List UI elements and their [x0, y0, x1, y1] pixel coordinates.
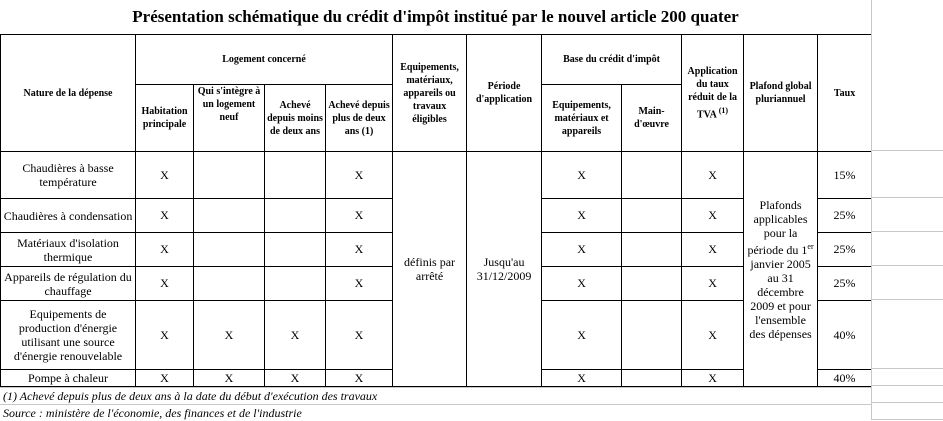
header-tva-note: (1) [718, 105, 729, 115]
header-habitation: Habitation principale [136, 85, 194, 152]
cell-plus-deux-ans: X [326, 199, 393, 233]
plafond-text-post: janvier 2005 au 31 décembre 2009 et pour l'ensemble des dépenses [749, 256, 812, 341]
merged-plafond [744, 152, 818, 387]
header-logement-neuf-text: Qui s'intègre à un logement neuf [197, 86, 261, 123]
header-logement-neuf [194, 85, 265, 152]
credit-impot-table [0, 34, 872, 387]
footnote: (1) Achevé depuis plus de deux ans à la date du début d'exécution des travaux [0, 387, 871, 404]
merged-equipements: définis par arrêté [393, 152, 467, 387]
cell-taux: 25% [818, 267, 872, 301]
cell-habitation: X [136, 233, 194, 267]
cell-habitation: X [136, 370, 194, 387]
cell-base-equipements: X [542, 301, 622, 370]
cell-main-oeuvre [622, 267, 682, 301]
header-base-group: Base du crédit d'impôt [542, 35, 682, 85]
row-nature: Chaudières à condensation [1, 199, 136, 233]
header-main-oeuvre: Main-d'œuvre [622, 85, 682, 152]
cell-moins-deux-ans [265, 152, 326, 199]
header-tva [682, 35, 744, 152]
cell-habitation: X [136, 267, 194, 301]
cell-tva: X [682, 233, 744, 267]
header-nature: Nature de la dépense [1, 35, 136, 152]
empty-cell [871, 0, 943, 34]
empty-grid-column [871, 34, 943, 420]
cell-logement-neuf [194, 152, 265, 199]
header-taux: Taux [818, 35, 872, 152]
source-note: Source : ministère de l'économie, des finances et de l'industrie [0, 404, 871, 421]
row-nature: Matériaux d'isolation thermique [1, 233, 136, 267]
merged-periode: Jusqu'au 31/12/2009 [467, 152, 542, 387]
cell-logement-neuf [194, 233, 265, 267]
cell-tva: X [682, 370, 744, 387]
cell-moins-deux-ans [265, 267, 326, 301]
cell-tva: X [682, 267, 744, 301]
plafond-sup: er [807, 241, 814, 251]
cell-main-oeuvre [622, 199, 682, 233]
cell-plus-deux-ans: X [326, 301, 393, 370]
header-plafond: Plafond global pluriannuel [744, 35, 818, 152]
header-base-equipements: Equipements, matériaux et appareils [542, 85, 622, 152]
cell-habitation: X [136, 199, 194, 233]
cell-taux: 40% [818, 370, 872, 387]
cell-base-equipements: X [542, 199, 622, 233]
cell-taux: 25% [818, 233, 872, 267]
header-logement-group: Logement concerné [136, 35, 393, 85]
cell-plus-deux-ans: X [326, 370, 393, 387]
cell-habitation: X [136, 152, 194, 199]
cell-moins-deux-ans [265, 199, 326, 233]
cell-tva: X [682, 199, 744, 233]
row-nature: Equipements de production d'énergie utilisant une source d'énergie renouvelable [1, 301, 136, 370]
cell-base-equipements: X [542, 233, 622, 267]
header-tva-label: Application du taux réduit de la TVA [687, 65, 738, 121]
cell-logement-neuf [194, 267, 265, 301]
cell-main-oeuvre [622, 301, 682, 370]
header-equipements: Equipements, matériaux, appareils ou travaux éligibles [393, 35, 467, 152]
header-moins-deux-ans: Achevé depuis moins de deux ans [265, 85, 326, 152]
cell-main-oeuvre [622, 152, 682, 199]
table-row [1, 152, 872, 199]
cell-taux: 15% [818, 152, 872, 199]
cell-base-equipements: X [542, 370, 622, 387]
row-nature: Appareils de régulation du chauffage [1, 267, 136, 301]
header-periode: Période d'application [467, 35, 542, 152]
cell-moins-deux-ans: X [265, 370, 326, 387]
cell-main-oeuvre [622, 370, 682, 387]
cell-logement-neuf [194, 199, 265, 233]
plafond-text-pre: Plafonds applicables pour la période du 1 [747, 197, 808, 257]
cell-taux: 25% [818, 199, 872, 233]
cell-main-oeuvre [622, 233, 682, 267]
cell-plus-deux-ans: X [326, 267, 393, 301]
cell-base-equipements: X [542, 152, 622, 199]
cell-moins-deux-ans [265, 233, 326, 267]
cell-taux: 40% [818, 301, 872, 370]
notes [0, 387, 871, 421]
cell-plus-deux-ans: X [326, 152, 393, 199]
cell-base-equipements: X [542, 267, 622, 301]
row-nature: Pompe à chaleur [1, 370, 136, 387]
cell-habitation: X [136, 301, 194, 370]
table-title: Présentation schématique du crédit d'impôt institué par le nouvel article 200 quater [132, 7, 739, 26]
cell-tva: X [682, 152, 744, 199]
cell-tva: X [682, 301, 744, 370]
header-plus-deux-ans: Achevé depuis plus de deux ans (1) [326, 85, 393, 152]
cell-logement-neuf: X [194, 370, 265, 387]
cell-moins-deux-ans: X [265, 301, 326, 370]
cell-logement-neuf: X [194, 301, 265, 370]
cell-plus-deux-ans: X [326, 233, 393, 267]
row-nature: Chaudières à basse température [1, 152, 136, 199]
